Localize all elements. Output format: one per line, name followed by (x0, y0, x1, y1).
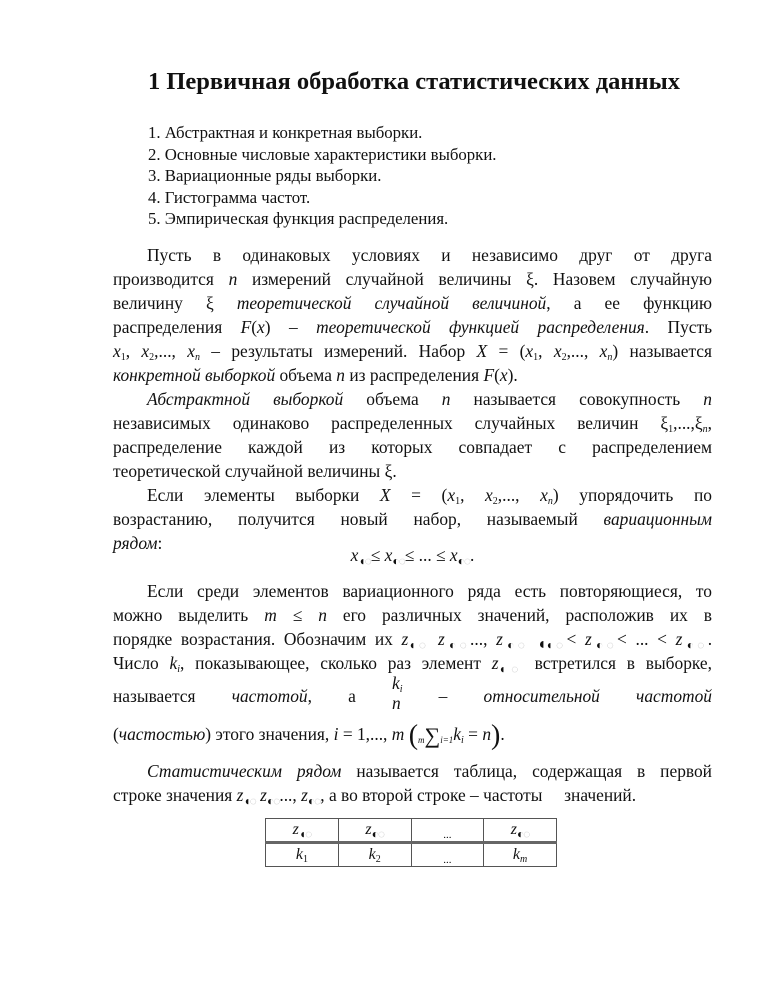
paragraph-line: конкретной выборкой объема n из распределения F(x). (113, 365, 518, 385)
table-row-frequencies (266, 843, 557, 867)
paragraph-line: Статистическим рядом называется таблица, содержащая в первой (147, 761, 712, 781)
paragraph-line: называется частотой, а $k_i$ n – относительной частотой (113, 673, 712, 713)
paragraph-line: рядом: (113, 533, 163, 553)
topic-item: 4. Гистограмма частот. (148, 187, 311, 207)
paragraph-line: строке значения $z_{◖◌}$ $z_{◐◌}$..., $z_{◐◌}$, а во второй строке – частоты значений. (113, 785, 637, 808)
topic-item: 2. Основные числовые характеристики выборки. (148, 144, 497, 164)
table-cell: ... (411, 819, 484, 843)
paragraph-line: Пусть в одинаковых условиях и независимо друг от друга (147, 245, 712, 265)
paragraph-line: независимых одинаково распределенных случайных величин $\xi_1,...,\xi_n$, (113, 413, 712, 435)
paragraph-line: Абстрактной выборкой объема n называется совокупность n (147, 389, 712, 409)
paragraph-line: распределения F(x) – теоретической функцией распределения. Пусть (113, 317, 713, 337)
table-cell: $z_{◐◌}$ (484, 819, 557, 843)
table-cell: $z_{◖◌}$ (266, 819, 339, 843)
paragraph-line: (частостью) этого значения, i = 1,..., m $(m\sum i=1k_i = n)$. (113, 720, 505, 751)
paragraph-line: распределение каждой из которых совпадает с распределением (113, 437, 712, 457)
topic-item: 3. Вариационные ряды выборки. (148, 166, 382, 185)
paragraph-line: теоретической случайной величины ξ. (113, 461, 397, 481)
relative-frequency-fraction: $k_i$ n (392, 673, 403, 713)
statistical-series-table (265, 818, 557, 867)
paragraph-line: Если среди элементов вариационного ряда есть повторяющиеся, то (147, 581, 712, 601)
section-heading: 1 Первичная обработка статистических данных (148, 68, 680, 95)
paragraph-line: величину ξ теоретической случайной величиной, а ее функцию (113, 293, 712, 313)
sum-symbol: m∑i=1 (418, 723, 454, 748)
table-cell: ... (411, 843, 484, 867)
table-cell: $k_2$ (338, 843, 411, 867)
table-cell: $k_m$ (484, 843, 557, 867)
paragraph-line: порядке возрастания. Обозначим их $z_{◖◌}$ $z_{◐◌}$..., $z_{◐◌}$ $◖_{◖◌}< z_{◐◌}<$ ... < $z_{◐◌}$. (113, 629, 713, 653)
paragraph-line: Если элементы выборки $X = (x_1$, $x_2$,..., $x_n$) упорядочить по (147, 485, 712, 507)
paragraph-line: Число $k_i$, показывающее, сколько раз элемент $z_{◖◌}$ встретился в выборке, (113, 653, 712, 676)
paragraph-line: $x_1$, $x_2$,..., $x_n$ – результаты измерений. Набор $X = (x_1$, $x_2$,..., $x_n$) называется (113, 341, 713, 363)
paragraph-line: возрастанию, получится новый набор, называемый вариационным (113, 509, 712, 529)
paragraph-line: производится n измерений случайной величины ξ. Назовем случайную (113, 269, 713, 289)
variational-series-formula: $x_{◖◌}\le x_{◐◌}\le$ ... ≤ $x_{◐◌}$. (350, 545, 475, 568)
table-cell: $k_1$ (266, 843, 339, 867)
topic-item: 5. Эмпирическая функция распределения. (148, 209, 449, 228)
topic-list (148, 122, 497, 230)
table-cell: $z_{◐◌}$ (338, 819, 411, 843)
paragraph-line: можно выделить m ≤ n его различных значений, расположив их в (113, 605, 712, 625)
table-row-values (266, 819, 557, 843)
topic-item: 1. Абстрактная и конкретная выборки. (148, 123, 423, 142)
